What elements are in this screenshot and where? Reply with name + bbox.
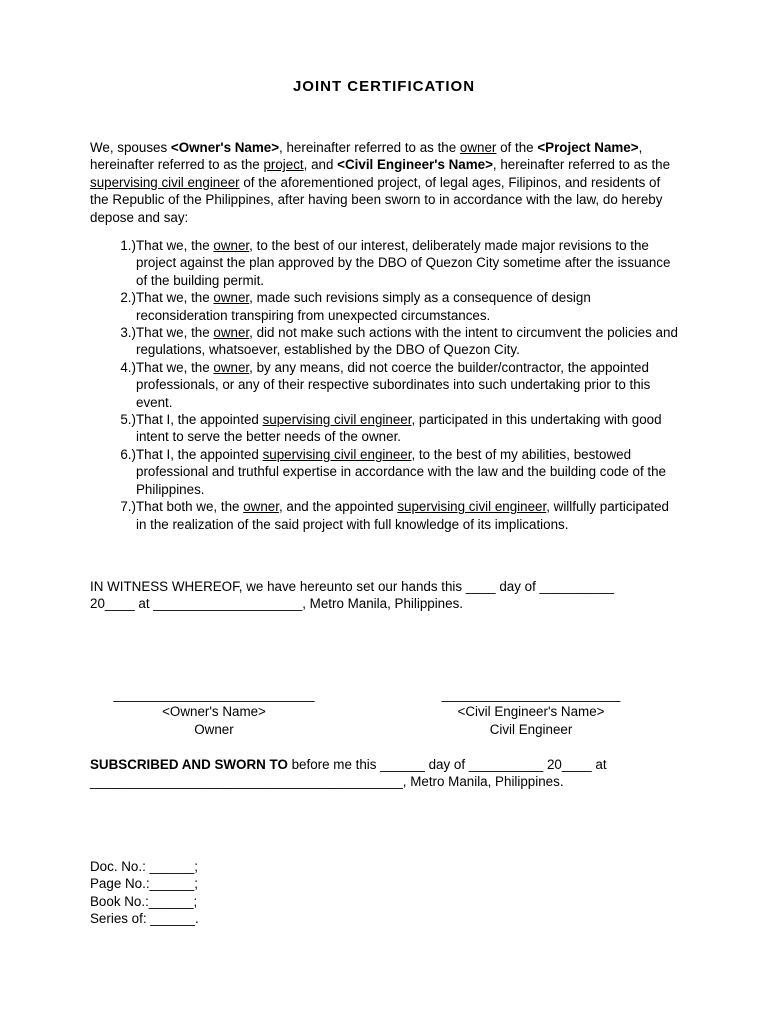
engineer-name-placeholder: <Civil Engineer's Name> [337,157,493,173]
intro-text: , hereinafter referred to as the [279,140,460,155]
signatory-name: <Civil Engineer's Name> [457,704,605,720]
intro-text: , hereinafter referred to as the [90,140,643,173]
list-item [90,411,680,446]
item-text: That we, the [136,238,214,253]
item-text: , by any means, did not coerce the builder/contractor, the appointed professionals, or any of their respective subordinates into such undertaking prior to this event. [136,359,651,410]
intro-text: , hereinafter referred to as the [492,157,671,173]
intro-text: , and [303,157,338,173]
item-number: 2.) [120,290,136,306]
list-item [90,359,680,411]
item-term: owner [213,359,250,375]
item-number: 6.) [120,446,136,462]
item-text: , to the best of my abilities, bestowed professional and truthful expertise in accordance with the law and the building code of the Philippines. [136,446,667,497]
item-number: 1.) [120,238,136,253]
list-item [90,237,680,289]
witness-line: IN WITNESS WHEREOF, we have hereunto set our hands this ____ day of __________ [90,579,615,594]
book-number: Book No.:______; [90,893,198,909]
notary-doc-info [90,858,290,928]
owner-signature-block [98,686,330,738]
item-term: owner [213,290,250,306]
item-number: 3.) [120,325,136,341]
item-term: supervising civil engineer [262,446,412,462]
witness-line: 20____ at ____________________, Metro Manila, Philippines. [90,596,463,612]
sworn-text: before me this ______ day of __________ 20____ at [287,757,607,772]
document-title: JOINT CERTIFICATION [292,78,476,95]
item-number: 5.) [120,412,136,428]
intro-text: of the aforementioned project, of legal ages, Filipinos, and residents of the Republic of the Philippines, after having been sworn to in accordance with the law, do hereby depose and say: [90,174,663,225]
signatory-name: <Owner's Name> [162,704,266,720]
item-text: That I, the appointed [136,446,263,462]
intro-paragraph [90,139,680,226]
item-term: owner [243,499,279,515]
item-text: That both we, the [136,499,244,515]
item-term: owner [213,238,250,253]
sworn-line [90,756,690,773]
engineer-term: supervising civil engineer [90,174,240,190]
item-text: That we, the [136,359,214,375]
project-name-placeholder: <Project Name> [537,140,639,155]
item-text: That we, the [136,325,214,341]
project-term: project [263,157,304,173]
item-number: 4.) [120,359,136,375]
owner-name-placeholder: <Owner's Name> [170,140,280,155]
series-number: Series of: ______. [90,911,199,927]
owner-term: owner [459,140,497,155]
sworn-line: __________________________________________, Metro Manila, Philippines. [90,774,564,790]
list-item [90,498,680,533]
item-term: owner [213,325,250,341]
item-term: supervising civil engineer [397,499,547,515]
intro-text: of the [496,140,538,155]
item-text: , to the best of our interest, deliberately made major revisions to the project against the plan approved by the DBO of Quezon City sometime after the issuance of the building permit. [136,238,671,288]
witness-paragraph [90,578,690,613]
page-number: Page No.:______; [90,876,198,892]
list-item [90,324,680,359]
item-number: 7.) [120,499,136,515]
item-text: That we, the [136,290,214,306]
intro-text: We, spouses [90,140,171,155]
item-text: , willfully participated in the realization of the said project with full knowledge of its implications. [136,499,670,532]
engineer-signature-block [428,686,634,738]
item-text: That I, the appointed [136,412,263,428]
list-item [90,446,680,498]
sworn-heading: SUBSCRIBED AND SWORN TO [90,757,288,772]
statements-list [90,237,680,533]
signature-line: ________________________ [441,687,621,702]
sworn-paragraph [90,756,690,791]
list-item [90,289,680,324]
item-text: , made such revisions simply as a consequence of design reconsideration transpiring from unexpected circumstances. [136,290,591,323]
item-text: , and the appointed [278,499,398,515]
item-text: , did not make such actions with the intent to circumvent the policies and regulations, whatsoever, established by the DBO of Quezon City. [136,325,678,358]
item-term: supervising civil engineer [262,412,412,428]
signature-line: ___________________________ [113,687,315,702]
doc-number: Doc. No.: ______; [90,859,198,874]
signatory-role: Owner [194,721,234,737]
item-text: , participated in this undertaking with good intent to serve the better needs of the owner. [136,412,662,445]
signatory-role: Civil Engineer [489,721,573,737]
